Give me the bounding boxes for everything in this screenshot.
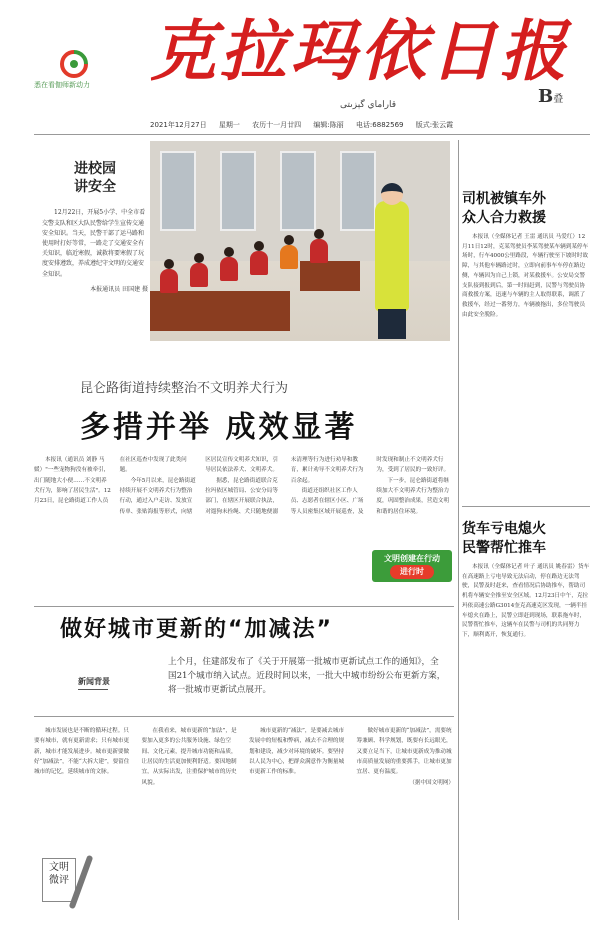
classroom-photo	[150, 141, 450, 341]
right-column-divider	[462, 506, 590, 507]
issue-weekday: 星期一	[218, 121, 240, 129]
newspaper-logo-icon	[56, 50, 92, 78]
side-story-title: 进校园 讲安全	[74, 161, 116, 196]
commentary-stamp-text: 文明 微评	[42, 858, 76, 902]
lead-paragraph: 下一步，昆仑路街道将继续加大不文明养犬行为整治力度，巩固整治成果，营造文明和谐的居住环境。	[376, 477, 450, 515]
lead-story-kicker: 昆仑路街道持续整治不文明养犬行为	[80, 381, 289, 396]
lead-story-headline: 多措并举 成效显著	[80, 410, 358, 445]
dateline	[150, 120, 463, 130]
lead-paragraph: 本报讯（通讯员 刘静 马媛）"一些宠物狗没有被牵引，出门随地大小便……不文明养犬行为，影响了居民生活"。12月23日，昆仑路街道工作人员在社区巡查中发现了此类问题。	[34, 457, 187, 505]
lead-paragraph: 街道还组织社区工作人员、志愿者在辖区小区、广场等人员密集区域开展巡查，及时发现和制止不文明养犬行为，受到了居民的一致好评。	[290, 457, 450, 515]
banner-top-text: 文明创建在行动	[384, 554, 440, 563]
city-story-headline: 做好城市更新的“加减法”	[60, 617, 333, 642]
section-divider	[34, 716, 454, 717]
side-story	[42, 160, 148, 293]
banner-bottom-text: 进行时	[390, 565, 434, 579]
side-story-body: 12月22日，开展5小学、中全市看交警支队和区大队民警给学生宣传交通安全知识。当天，民警干部了运马路和使用时打好等常，一路走了交通安全有关知识，临近寒假，诚救将要寒假了玩度安排遵致，养成遵纪守文明的交通安全知识。	[42, 209, 146, 278]
column-divider-vertical	[458, 140, 459, 920]
edition-letter: B	[538, 86, 554, 107]
designer-credit: 版式:张云霞	[415, 121, 454, 129]
commentary-stamp	[38, 852, 100, 916]
news-background-text: 上个月，住建部发布了《关于开展第一批城市更新试点工作的通知》，全国21个城市纳入试点。近段时间以来，一批大中城市纷纷公布更新方案，将一批城市更新试点展开。	[168, 657, 446, 695]
editor-credit: 编辑:陈丽	[313, 121, 344, 129]
edition-label: 叠	[553, 94, 564, 105]
uyghur-title: قاراماي گېزىتى	[340, 100, 397, 110]
lunar-date: 农历十一月廿四	[252, 121, 302, 129]
phone-credit: 电话:6882569	[355, 121, 404, 129]
side-story-byline: 本报通讯员 田国建 摄	[90, 285, 148, 293]
right-story-2-headline: 货车亏电熄火 民警帮忙推车	[462, 521, 546, 556]
news-background-label: 新闻背景	[78, 676, 110, 690]
logo-tagline: 悉在看伽师新动力	[34, 81, 90, 89]
right-story-2	[462, 520, 590, 641]
lead-paragraph: 据悉，昆仑路街道联合克拉玛依区城管局、公安分局等部门，在辖区开展联合执法，对遛狗未拴绳、犬只随地便溺未清理等行为进行劝导和教育，累计劝导不文明养犬行为百余起。	[205, 457, 364, 515]
lead-paragraph: 今年5月以来，昆仑路街道持续开展不文明养犬行为整治行动，通过入户走访、发放宣传单、张贴海报等形式，向辖区居民宣传文明养犬知识，引导居民依法养犬、文明养犬。	[119, 457, 278, 515]
right-story-1	[462, 190, 590, 321]
right-story-1-body: 本报讯（全媒体记者 王雷 通讯员 马爱红）12月11日12时，克某驾驶员李某驾驶某车辆到某停车场时，行车4000公里路段，车辆行驶至下坡时时故障，与其他车辆路过时，立即向前事车车停在路边侧，车辆因为自己上锁，对某救援车。公安局交警支队接到报到后，第一时间赶到，民警与驾驶员协商救援方案，迅速与车辆的主人取得联系，调派了救援车，经过一番努力，车辆被拖出，多位驾驶员由此安全脱险。	[462, 233, 589, 319]
right-story-1-headline: 司机被镇车外 众人合力救援	[462, 191, 546, 226]
right-story-2-body: 本报讯（全媒体记者 叶子 通讯员 姚春雷）货车在高速路上亏电导致无法启动，停在路边无法驾驶，民警及时赶来，查看情况后协助推车，帮助司机将车辆安全推至安全区域。12月23日中午，克拉玛依高速公路G3014奎克高速克区发现，一辆半挂车熄火在路上，民警立即赶到现场，联系拖车时，民警帮忙推车，这辆车在民警与司机的共同努力下，顺利离开，恢复通行。	[462, 563, 590, 639]
city-paragraph: 在我看来，城市更新的“加法”，是要加入更多的公共服务设施、绿色空间、文化元素，提升城市功能和品质，让居民的生活更加便利舒适。要因地制宜，从实际出发，注重保护城市的历史风貌。	[141, 728, 237, 786]
edition-badge	[538, 86, 563, 107]
city-paragraph: 做好城市更新的“加减法”，需要统筹兼顾、科学规划，既要有长远眼光，又要立足当下，让城市更新成为推动城市高质量发展的重要抓手，让城市更加宜居、更有温度。	[356, 728, 452, 776]
newspaper-title: 克拉玛依日报	[150, 12, 570, 90]
city-paragraph: （据中国文明网）	[409, 779, 454, 786]
section-divider	[34, 606, 454, 607]
masthead	[0, 0, 600, 129]
city-paragraph: 城市更新的“减法”，是要减去城市发展中的短板和弊病，减去不合理的规划和建设，减少对环境的破坏。要坚持以人民为中心，把群众满意作为衡量城市更新工作的标准。	[249, 728, 345, 776]
city-paragraph: 城市发展也是不断的循环过程。只要有城市，就有更新需求；只有城市更新，城市才能发展进步。城市更新要做好“加减法”，不能“大拆大建”，要留住城市的记忆，延续城市的文脉。	[34, 728, 130, 776]
issue-date: 2021年12月27日	[150, 121, 207, 129]
masthead-divider	[34, 134, 590, 135]
civilization-campaign-banner	[372, 550, 452, 582]
